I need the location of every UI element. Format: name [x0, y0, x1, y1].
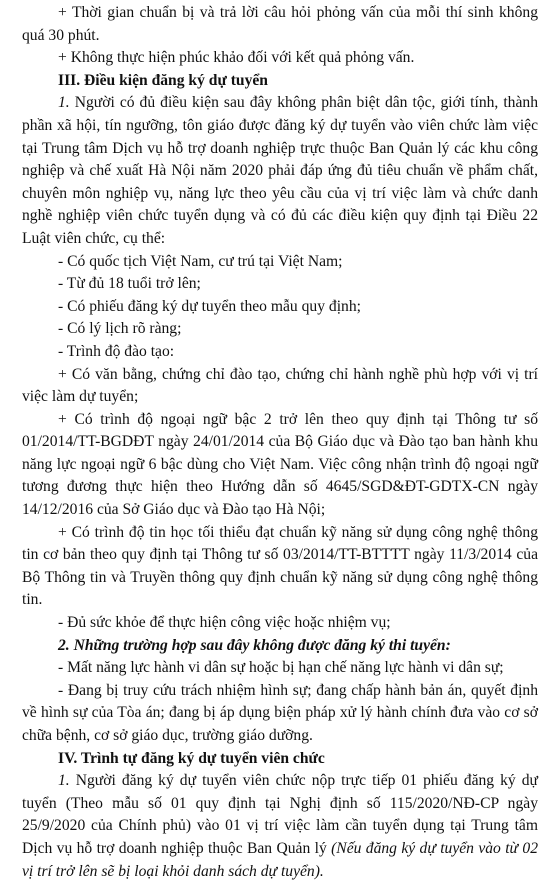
civil-capacity-line: - Mất năng lực hành vi dân sự hoặc bị hạn chế năng lực hành vi dân sự;	[58, 659, 504, 677]
nationality-line: - Có quốc tịch Việt Nam, cư trú tại Việt Nam;	[58, 252, 343, 270]
health-line: - Đủ sức khỏe để thực hiện công việc hoặc nhiệm vụ;	[58, 614, 391, 632]
section-iii-heading: III. Điều kiện đăng ký dự tuyển	[58, 71, 268, 89]
interview-time-line: + Thời gian chuẩn bị và trả lời câu hỏi phỏng vấn của mỗi thí sinh không quá 30 phút.	[22, 4, 538, 44]
foreign-language-line: + Có trình độ ngoại ngữ bậc 2 trở lên theo quy định tại Thông tư số 01/2014/TT-BGDĐT ngày 24/01/2014 của Bộ Giáo dục và Đào tạo ban hành khu năng lực ngoại ngữ 6 bậc dùng cho Việt Nam. Việc công nhận trình độ ngoại ngữ tương đương thực hiện theo Hướng dẫn số 4645/SGD&ĐT-GDTX-CN ngày 14/12/2016 của Sở Giáo dục và Đào tạo Hà Nội;	[22, 410, 538, 519]
degree-line: + Có văn bằng, chứng chỉ đào tạo, chứng chỉ hành nghề phù hợp với vị trí việc làm dự tuyển;	[22, 365, 538, 406]
it-skills-line: + Có trình độ tin học tối thiểu đạt chuẩn kỹ năng sử dụng công nghệ thông tin cơ bản theo quy định tại Thông tư số 03/2014/TT-BTTTT ngày 11/3/2014 của Bộ Thông tin và Truyền thông quy định chuẩn kỹ năng sử dụng công nghệ thông tin.	[22, 523, 538, 609]
section-iv-heading: IV. Trình tự đăng ký dự tuyển viên chức	[58, 749, 325, 767]
exclusions-subheading: 2. Những trường hợp sau đây không được đăng ký thi tuyển:	[58, 636, 451, 654]
registration-paragraph	[22, 770, 538, 883]
background-line: - Có lý lịch rõ ràng;	[58, 320, 182, 338]
age-line: - Từ đủ 18 tuổi trở lên;	[58, 275, 201, 293]
item-number: 1.	[58, 772, 70, 790]
no-review-line: + Không thực hiện phúc khảo đối với kết quả phỏng vấn.	[58, 49, 415, 67]
eligibility-text: Người có đủ điều kiện sau đây không phân biệt dân tộc, giới tính, thành phần xã hội, tín ngưỡng, tôn giáo được đăng ký dự tuyển vào viên chức làm việc tại Trung tâm Dịch vụ hỗ trợ doanh nghiệp trực thuộc Ban Quản lý các khu công nghiệp và chế xuất Hà Nội năm 2020 phải đáp ứng đủ tiêu chuẩn về phẩm chất, chuyên môn nghiệp vụ, năng lực theo yêu cầu của vị trí việc làm và chức danh nghề nghiệp viên chức tuyển dụng và có đủ các điều kiện quy định tại Điều 22 Luật viên chức, cụ thể:	[22, 94, 538, 247]
registration-text: Người đăng ký dự tuyển viên chức nộp trực tiếp 01 phiếu đăng ký dự tuyển (Theo mẫu số 01 quy định tại Nghị định số 115/2020/NĐ-CP ngày 25/9/2020 của Chính phủ) vào 01 vị trí việc làm cần tuyển dụng tại Trung tâm Dịch vụ hỗ trợ doanh nghiệp thuộc Ban Quản lý	[22, 772, 538, 857]
criminal-line: - Đang bị truy cứu trách nhiệm hình sự; đang chấp hành bản án, quyết định về hình sự của Tòa án; đang bị áp dụng biện pháp xử lý hành chính đưa vào cơ sở chữa bệnh, cơ sở giáo dục, trường giáo dưỡng.	[22, 681, 538, 744]
item-number: 1.	[58, 94, 70, 112]
form-line: - Có phiếu đăng ký dự tuyển theo mẫu quy định;	[58, 297, 361, 315]
registration-note: (Nếu đăng ký dự tuyển vào từ 02 vị trí trở lên sẽ bị loại khỏi danh sách dự tuyển).	[22, 839, 538, 880]
education-line: - Trình độ đào tạo:	[58, 342, 175, 360]
eligibility-paragraph	[22, 92, 538, 250]
